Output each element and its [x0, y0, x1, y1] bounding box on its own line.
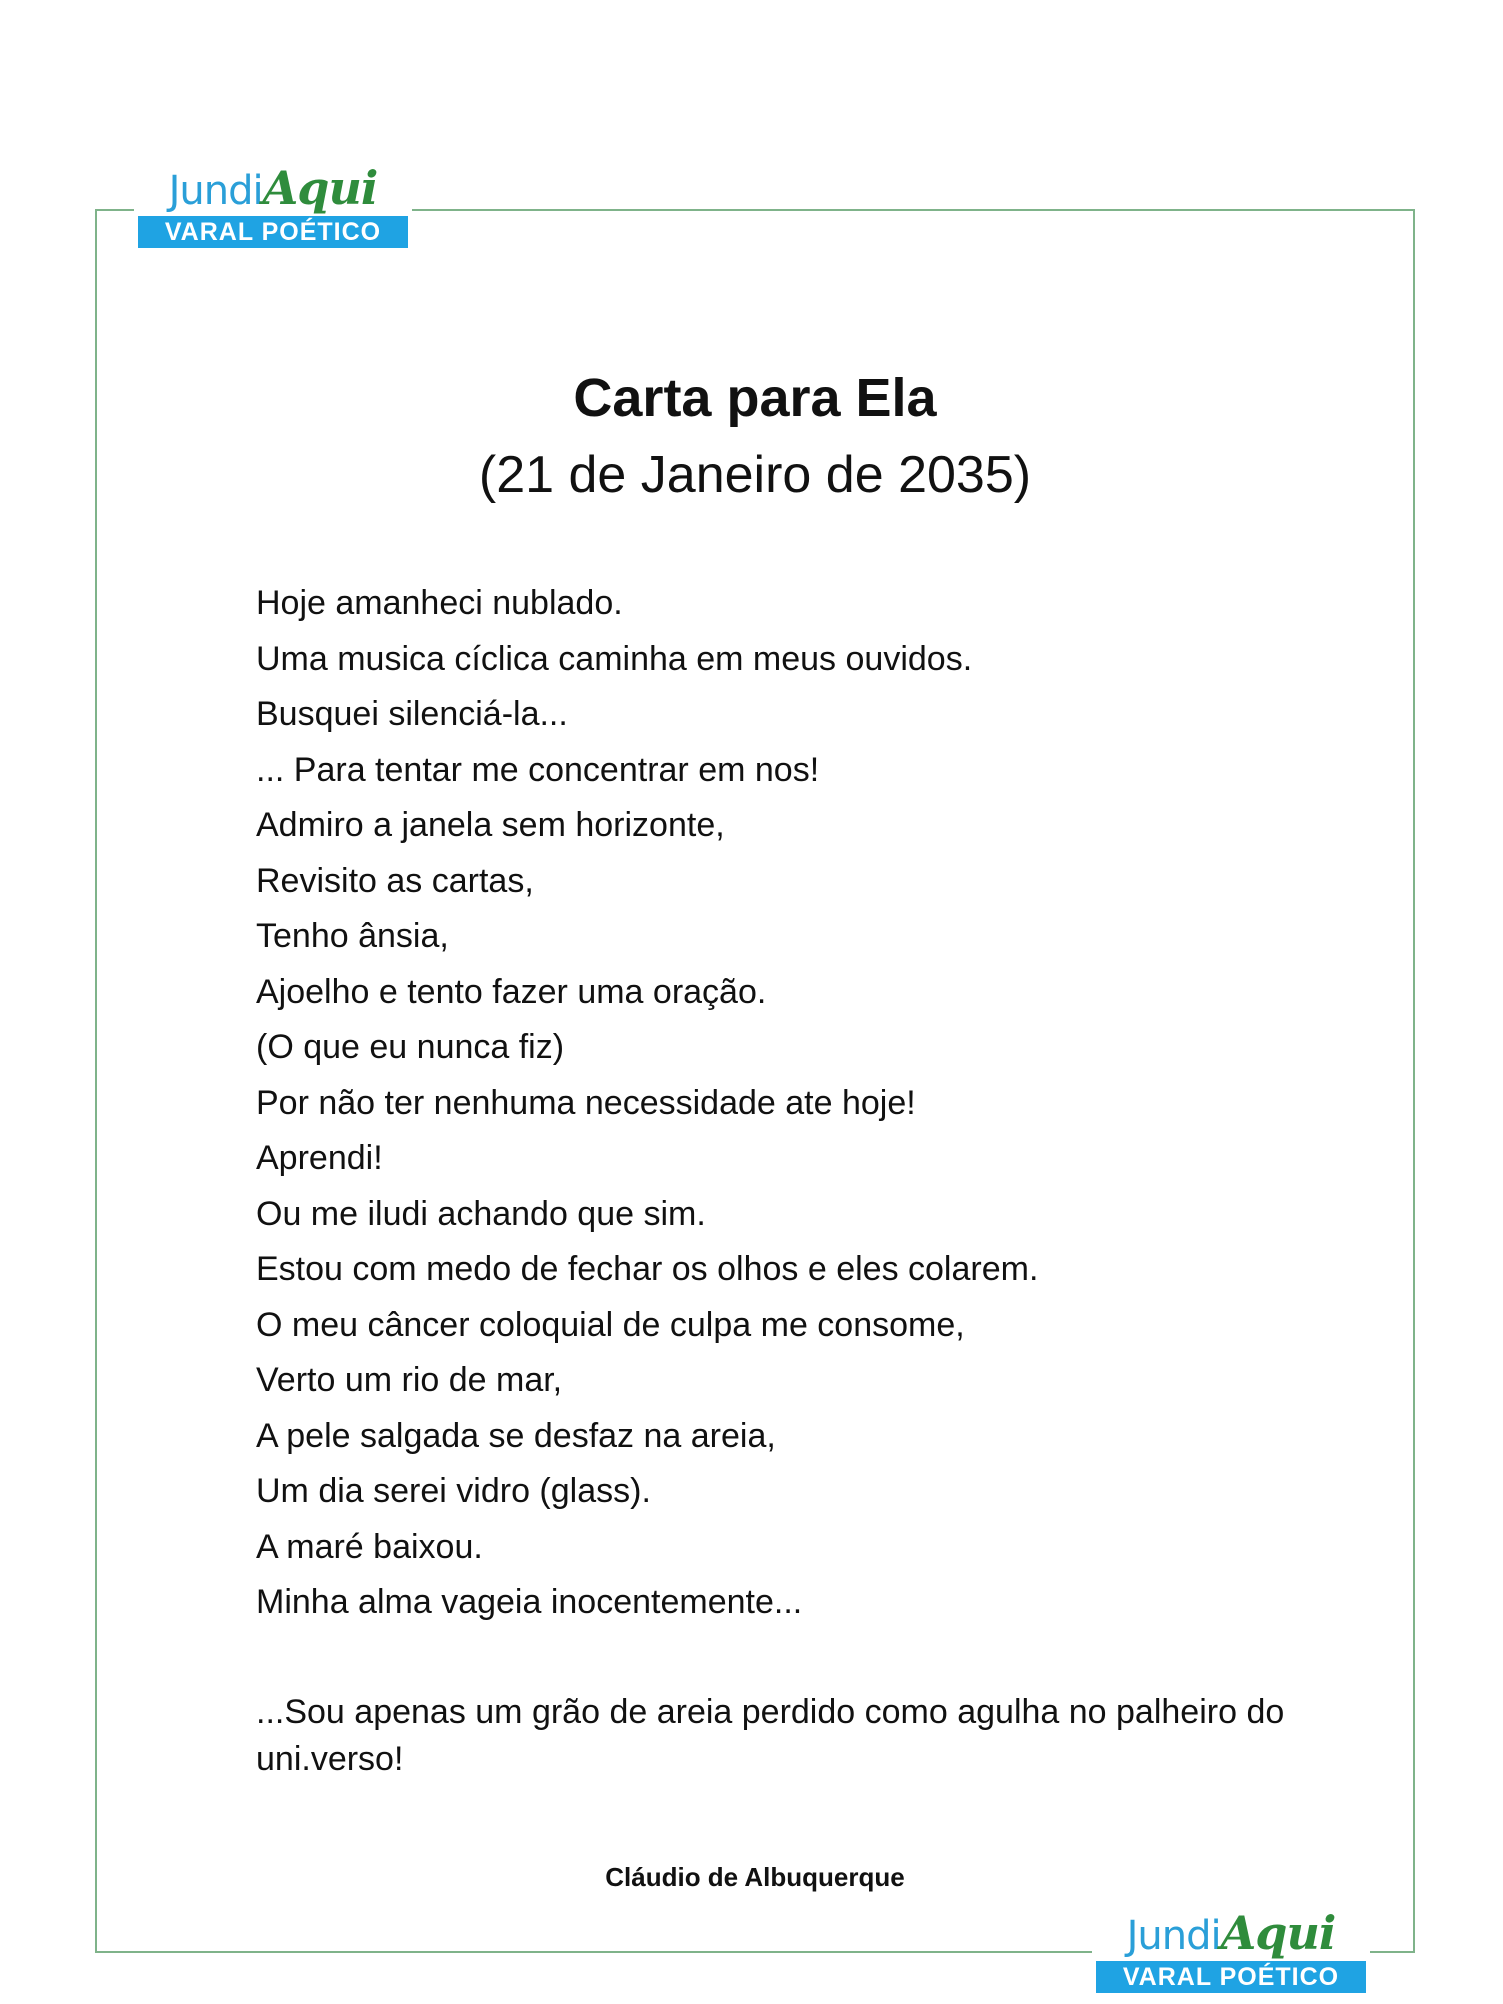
logo-aqui: Aqui — [1220, 1906, 1336, 1960]
poem-line: Tenho ânsia, — [256, 917, 449, 955]
poem-line: ... Para tentar me concentrar em nos! — [256, 750, 820, 789]
poem-title: Carta para Ela — [573, 368, 937, 428]
poem-line: Hoje amanheci nublado. — [256, 584, 623, 622]
poem-line: Estou com medo de fechar os olhos e eles colarem. — [256, 1250, 1039, 1288]
poem-body — [256, 576, 1356, 1631]
poem-line: Uma musica cíclica caminha em meus ouvidos. — [256, 639, 973, 678]
poem-closing: ...Sou apenas um grão de areia perdido como agulha no palheiro do uni.verso! — [256, 1693, 1285, 1778]
logo-wordmark — [1096, 1905, 1366, 1961]
poem-line: Aprendi! — [256, 1139, 383, 1177]
poem-line: Verto um rio de mar, — [256, 1361, 563, 1399]
logo-jundi: Jundi — [1126, 1913, 1221, 1959]
logo-wordmark — [138, 160, 408, 216]
logo-band: VARAL POÉTICO — [138, 216, 408, 248]
logo-bottom — [1092, 1905, 1370, 1993]
poem-line: (O que eu nunca fiz) — [256, 1028, 565, 1066]
poem-line: Revisito as cartas, — [256, 861, 534, 900]
poem-line: Um dia serei vidro (glass). — [256, 1472, 651, 1510]
poem-line: Busquei silenciá-la... — [256, 695, 568, 733]
poem-line: Por não ter nenhuma necessidade ate hoje! — [256, 1083, 916, 1122]
poem-line: Minha alma vageia inocentemente... — [256, 1583, 803, 1621]
poem-author: Cláudio de Albuquerque — [605, 1862, 905, 1892]
poem-line: O meu câncer coloquial de culpa me consome, — [256, 1305, 965, 1344]
poem-date: (21 de Janeiro de 2035) — [478, 446, 1032, 504]
poem-line: Ajoelho e tento fazer uma oração. — [256, 972, 767, 1011]
poem-line: A maré baixou. — [256, 1527, 483, 1566]
poem-line: Admiro a janela sem horizonte, — [256, 806, 725, 844]
logo-aqui: Aqui — [262, 161, 378, 215]
poem-line: A pele salgada se desfaz na areia, — [256, 1416, 776, 1455]
logo-jundi: Jundi — [168, 168, 263, 214]
logo-band: VARAL POÉTICO — [1096, 1961, 1366, 1993]
poem-line: Ou me iludi achando que sim. — [256, 1194, 706, 1233]
logo-top — [134, 160, 412, 248]
